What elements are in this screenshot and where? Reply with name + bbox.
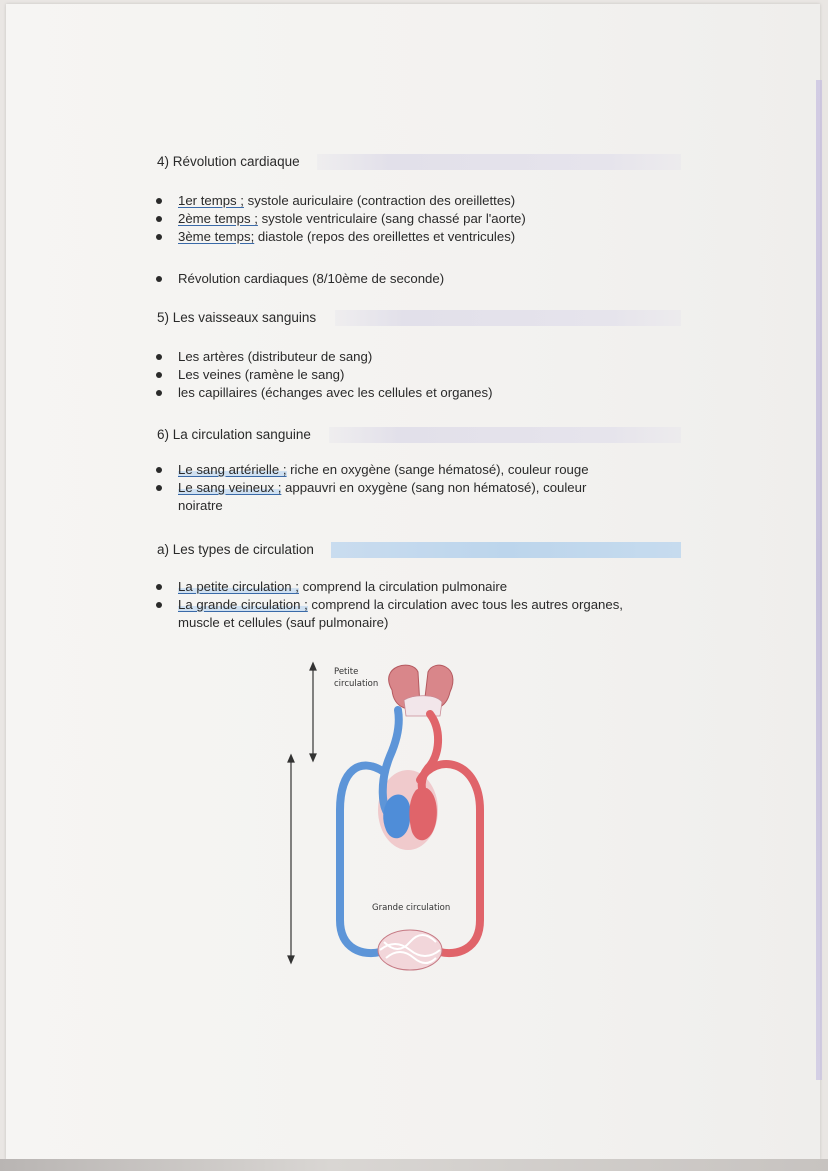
list-item bbox=[152, 210, 526, 228]
item-text: appauvri en oxygène (sang non hématosé), couleur bbox=[281, 480, 587, 495]
item-text: comprend la circulation pulmonaire bbox=[298, 579, 508, 594]
circulation-diagram bbox=[280, 660, 510, 980]
label-petite-line1: Petite bbox=[334, 667, 359, 677]
item-text: systole auriculaire (contraction des oreillettes) bbox=[243, 193, 516, 208]
item-continuation: muscle et cellules (sauf pulmonaire) bbox=[178, 615, 389, 630]
item-text: Les artères (distributeur de sang) bbox=[178, 349, 373, 364]
list-item bbox=[152, 366, 492, 384]
sectionA-list bbox=[152, 578, 623, 632]
item-text: Les veines (ramène le sang) bbox=[178, 367, 345, 382]
list-item bbox=[152, 384, 492, 402]
item-term: La petite circulation ; bbox=[178, 579, 299, 594]
section4-note-list bbox=[152, 270, 444, 288]
item-term: Le sang veineux ; bbox=[178, 480, 282, 495]
item-text: riche en oxygène (sange hématosé), couleur rouge bbox=[286, 462, 589, 477]
list-item-continuation bbox=[152, 614, 623, 632]
item-text: systole ventriculaire (sang chassé par l'aorte) bbox=[257, 211, 526, 226]
page-edge bbox=[816, 80, 822, 1080]
list-item bbox=[152, 192, 526, 210]
item-text: diastole (repos des oreillettes et ventricules) bbox=[254, 229, 516, 244]
list-item bbox=[152, 479, 589, 497]
bottom-edge bbox=[0, 1159, 828, 1171]
section6-title: 6) La circulation sanguine bbox=[157, 427, 311, 442]
item-term: 2ème temps ; bbox=[178, 211, 258, 226]
item-continuation: noiratre bbox=[178, 498, 223, 513]
section5-list bbox=[152, 348, 492, 402]
list-item bbox=[152, 596, 623, 614]
label-petite-line2: circulation bbox=[334, 679, 379, 689]
list-item bbox=[152, 461, 589, 479]
item-term: Le sang artérielle ; bbox=[178, 462, 287, 477]
list-item bbox=[152, 228, 526, 246]
sectionA-title: a) Les types de circulation bbox=[157, 542, 314, 557]
section4-heading bbox=[157, 152, 681, 172]
list-item bbox=[152, 578, 623, 596]
sectionA-heading bbox=[157, 540, 681, 560]
capillary-bed-icon bbox=[378, 930, 442, 970]
item-term: La grande circulation ; bbox=[178, 597, 308, 612]
label-grande: Grande circulation bbox=[372, 903, 451, 913]
section6-list bbox=[152, 461, 589, 515]
item-term: 3ème temps; bbox=[178, 229, 255, 244]
section6-heading bbox=[157, 425, 681, 445]
section4-note: Révolution cardiaques (8/10ème de seconde) bbox=[178, 271, 445, 286]
section5-heading bbox=[157, 308, 681, 328]
item-text: comprend la circulation avec tous les autres organes, bbox=[307, 597, 623, 612]
item-term: 1er temps ; bbox=[178, 193, 244, 208]
section4-title: 4) Révolution cardiaque bbox=[157, 154, 300, 169]
section5-title: 5) Les vaisseaux sanguins bbox=[157, 310, 317, 325]
petite-circulation-arrow bbox=[310, 663, 316, 761]
list-item bbox=[152, 348, 492, 366]
item-text: les capillaires (échanges avec les cellules et organes) bbox=[178, 385, 493, 400]
section4-list bbox=[152, 192, 526, 246]
list-item-continuation bbox=[152, 497, 589, 515]
list-item bbox=[152, 270, 444, 288]
grande-circulation-arrow bbox=[288, 755, 294, 963]
